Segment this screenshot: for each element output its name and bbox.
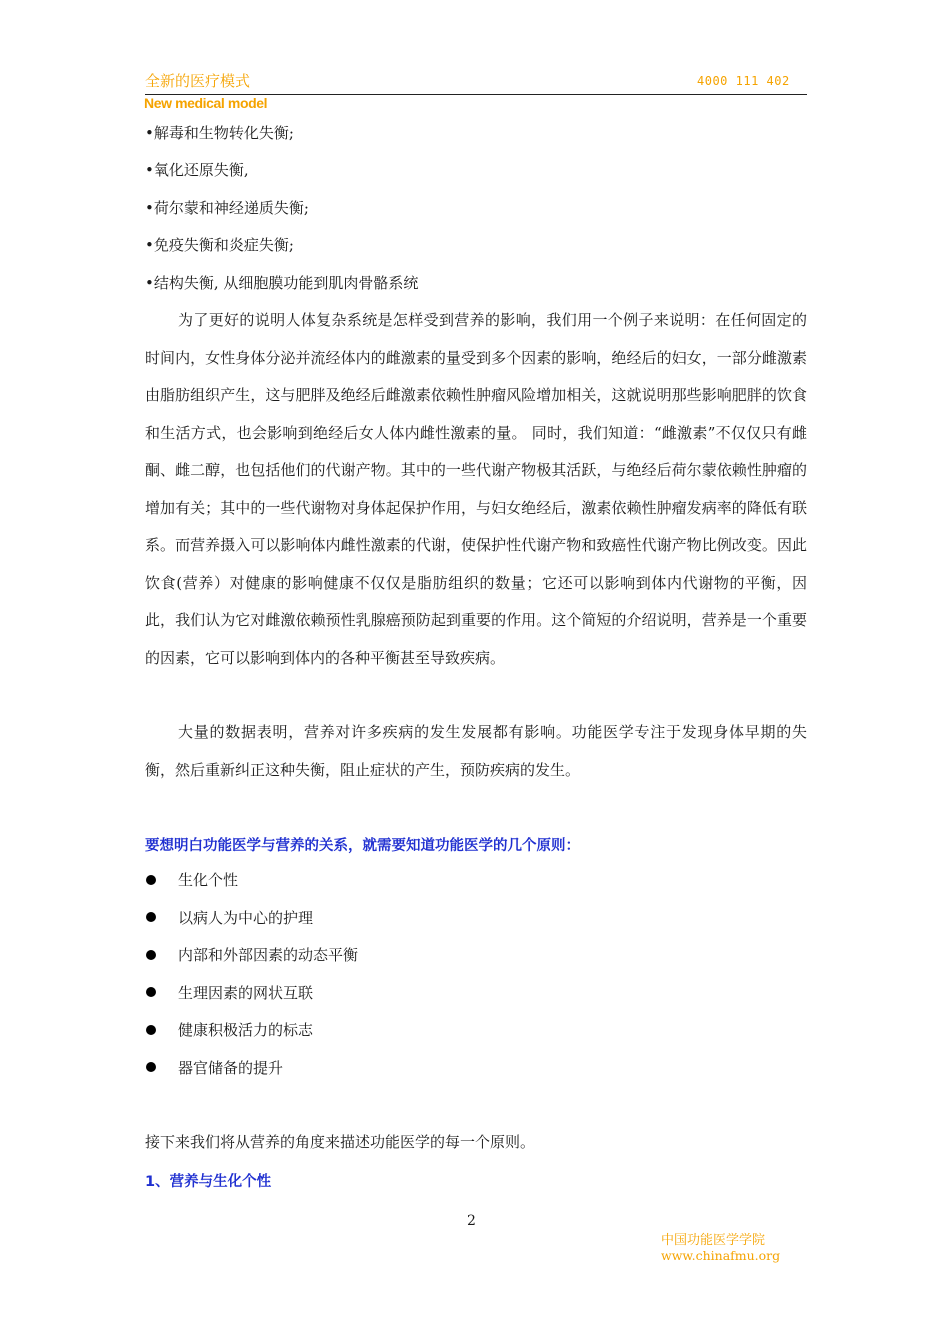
imbalance-item: •解毒和生物转化失衡; xyxy=(145,124,294,142)
list-item xyxy=(145,974,358,1012)
principle-label: 内部和外部因素的动态平衡 xyxy=(178,946,359,965)
bullet-icon xyxy=(146,875,156,885)
list-item xyxy=(145,936,358,974)
principle-label: 以病人为中心的护理 xyxy=(178,908,314,927)
bullet-icon xyxy=(146,950,156,960)
principle-label: 健康积极活力的标志 xyxy=(178,1021,314,1040)
header-subtitle: New medical model xyxy=(144,95,268,111)
list-item xyxy=(145,899,358,937)
transition-text: 接下来我们将从营养的角度来描述功能医学的每一个原则。 xyxy=(145,1133,536,1151)
bullet-icon xyxy=(146,1062,156,1072)
bullet-icon xyxy=(146,912,156,922)
principles-list xyxy=(145,861,358,1086)
list-item xyxy=(145,861,358,899)
principles-heading: 要想明白功能医学与营养的关系，就需要知道功能医学的几个原则： xyxy=(145,838,580,854)
body-paragraph-1 xyxy=(145,302,807,677)
principle-label: 生化个性 xyxy=(178,871,239,890)
section-heading: 1、营养与生化个性 xyxy=(145,1174,272,1190)
page-number: 2 xyxy=(467,1213,476,1229)
imbalance-item: •结构失衡, 从细胞膜功能到肌肉骨骼系统 xyxy=(145,274,419,292)
footer-url: www.chinafmu.org xyxy=(661,1248,781,1263)
paragraph-text: 大量的数据表明，营养对许多疾病的发生发展都有影响。功能医学专注于发现身体早期的失衡，然后重新纠正这种失衡，阻止症状的产生，预防疾病的发生。 xyxy=(145,723,807,779)
header-title: 全新的医疗模式 xyxy=(145,72,251,90)
imbalance-item: •氧化还原失衡, xyxy=(145,161,249,179)
imbalance-item: •荷尔蒙和神经递质失衡; xyxy=(145,199,309,217)
bullet-icon xyxy=(146,1025,156,1035)
footer-org: 中国功能医学学院 xyxy=(661,1233,766,1248)
bullet-icon xyxy=(146,987,156,997)
header-phone: 4000 111 402 xyxy=(697,74,790,88)
list-item xyxy=(145,1011,358,1049)
principle-label: 生理因素的网状互联 xyxy=(178,983,314,1002)
imbalance-item: •免疫失衡和炎症失衡; xyxy=(145,236,294,254)
body-paragraph-2 xyxy=(145,714,807,789)
list-item xyxy=(145,1049,358,1087)
paragraph-text: 为了更好的说明人体复杂系统是怎样受到营养的影响，我们用一个例子来说明：在任何固定的时间内，女性身体分泌并流经体内的雌激素的量受到多个因素的影响，绝经后的妇女，一部分雌激素由脂肪组织产生，这与肥胖及绝经后雌激素依赖性肿瘤风险增加相关，这就说明那些影响肥胖的饮食和生活方式，也会影响到绝经后女人体内雌性激素的量。 同时，我们知道：“雌激素”不仅仅只有雌酮、雌二醇，也包括他们的代谢产物。其中的一些代谢产物极其活跃，与绝经后荷尔蒙依赖性肿瘤的增加有关；其中的一些代谢物对身体起保护作用，与妇女绝经后，激素依赖性肿瘤发病率的降低有联系。而营养摄入可以影响体内雌性激素的代谢，使保护性代谢产物和致癌性代谢产物比例改变。因此饮食(营养）对健康的影响健康不仅仅是脂肪组织的数量；它还可以影响到体内代谢物的平衡，因此，我们认为它对雌激依赖预性乳腺癌预防起到重要的作用。这个简短的介绍说明，营养是一个重要的因素，它可以影响到体内的各种平衡甚至导致疾病。 xyxy=(145,311,807,667)
principle-label: 器官储备的提升 xyxy=(178,1058,284,1077)
